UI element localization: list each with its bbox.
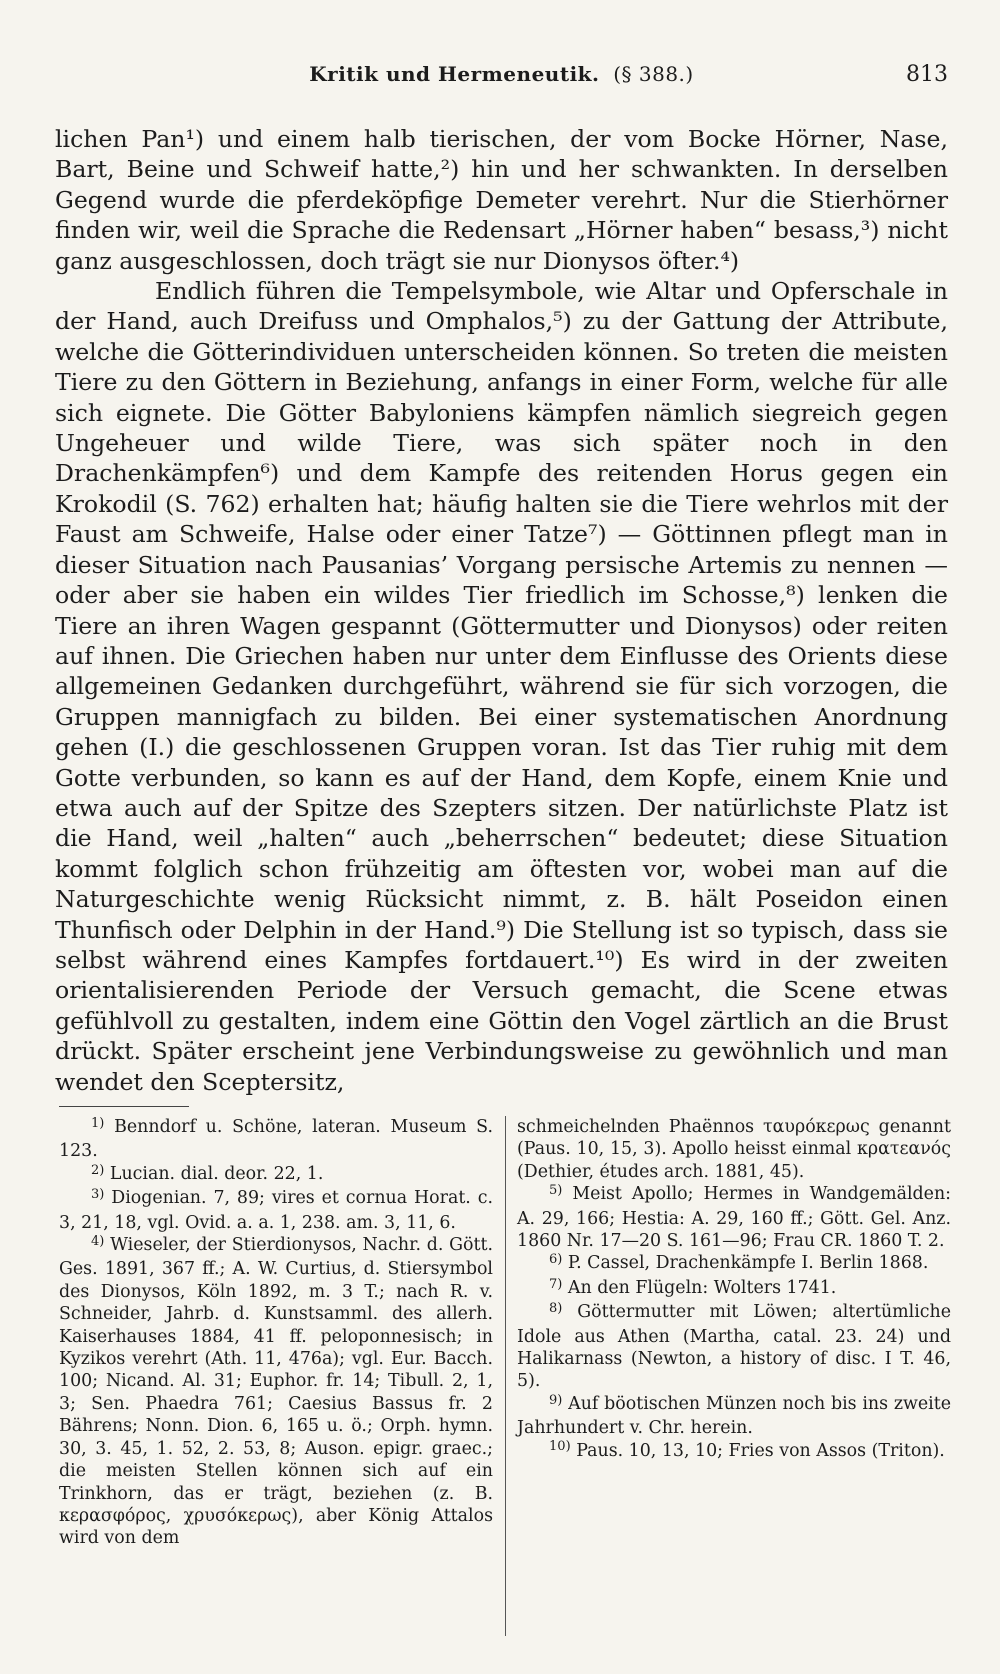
footnote-text: Wieseler, der Stierdionysos, Nachr. d. Gött. Ges. 1891, 367 ff.; A. W. Curtius, d. Stiersymbol des Dionysos, Köln 1892, m. 3 T.; nach R. v. Schneider, Jahrb. d. Kunstsamml. des allerh. Kaiserhauses 1884, 41 ff. peloponnesisch; in Kyzikos verehrt (Ath. 11, 476a); vgl. Eur. Bacch. 100; Nicand. Al. 31; Euphor. fr. 14; Tibull. 2, 1, 3; Sen. Phaedra 761; Caesius Bassus fr. 2 Bährens; Nonn. Dion. 6, 165 u. ö.; Orph. hymn. 30, 3. 45, 1. 52, 2. 53, 8; Auson. epigr. graec.; die meisten Stellen können sich auf ein Trinkhorn, das er trägt, beziehen (z. B. κερασφόρος, χρυσόκερως), aber König Attalos wird von dem [59,1235,493,1549]
footnote [59,1234,493,1550]
footnotes [59,1115,952,1636]
running-title [55,62,948,86]
footnote-column-left [59,1116,493,1550]
footnote [59,1187,493,1234]
page-number: 813 [906,62,948,87]
footnote [517,1183,951,1252]
paragraph: lichen Pan¹) und einem halb tierischen, der vom Bocke Hörner, Nase, Bart, Beine und Schweif hatte,²) hin und her schwankten. In derselben Gegend wurde die pferdeköpfige Demeter verehrt. Nur die Stierhörner finden wir, weil die Sprache die Redensart „Hörner haben“ besass,³) nicht ganz ausgeschlossen, doch trägt sie nur Dionysos öfter.⁴) [55,125,948,275]
footnote-continuation [517,1116,951,1183]
footnote [517,1252,951,1276]
footnote-text: P. Cassel, Drachenkämpfe I. Berlin 1868. [567,1253,929,1274]
footnote-mark: 4) [91,1233,105,1249]
footnote-text: An den Flügeln: Wolters 1741. [567,1277,837,1298]
footnote [59,1116,493,1163]
footnote-mark: 3) [91,1187,105,1202]
footnote-text: Meist Apollo; Hermes in Wandgemälden: A. 29, 166; Hestia: A. 29, 160 ff.; Gött. Gel. Anz. 1860 Nr. 17—20 S. 161—96; Frau CR. 1860 T. 2. [517,1184,952,1252]
column-divider [505,1116,506,1636]
footnote-mark: 10) [549,1439,571,1455]
footnote-text: Auf böotischen Münzen noch bis ins zweite Jahrhundert v. Chr. herein. [517,1393,952,1439]
footnote-mark: 8) [549,1301,563,1317]
footnote-text: Paus. 10, 13, 10; Fries von Assos (Triton). [576,1440,945,1461]
footnote [517,1277,951,1301]
footnote-mark: 9) [549,1392,563,1408]
header-section: (§ 388.) [613,62,694,86]
footnote-mark: 2) [91,1162,105,1178]
footnote-text: Diogenian. 7, 89; vires et cornua Horat. c. 3, 21, 18, vgl. Ovid. a. a. 1, 238. am. 3, 11, 6. [59,1188,494,1233]
footnote-mark: 6) [549,1252,563,1268]
running-header [55,62,948,96]
footnote-text: Lucian. dial. deor. 22, 1. [109,1163,324,1184]
footnote-rule [59,1106,189,1107]
paragraph: Endlich führen die Tempelsymbole, wie Altar und Opferschale in der Hand, auch Dreifuss und Omphalos,⁵) zu der Gattung der Attribute, welche die Götterindividuen unterscheiden können. So treten die meisten Tiere zu den Göttern in Beziehung, anfangs in einer Form, welche für alle sich eignete. Die Götter Babyloniens kämpfen nämlich siegreich gegen Ungeheuer und wilde Tiere, was sich später noch in den Drachenkämpfen⁶) und dem Kampfe des reitenden Horus gegen ein Krokodil (S. 762) erhalten hat; häufig halten sie die Tiere wehrlos mit der Faust am Schweife, Halse oder einer Tatze⁷) — Göttinnen pflegt man in dieser Situation nach Pausanias’ Vorgang persische Artemis zu nennen — oder aber sie haben ein wildes Tier friedlich im Schosse,⁸) lenken die Tiere an ihren Wagen gespannt (Göttermutter und Dionysos) oder reiten auf ihnen. Die Griechen haben nur unter dem Einflusse des Orients diese allgemeinen Gedanken durchgeführt, während sie für sich vorzogen, die Gruppen mannigfach zu bilden. Bei einer systematischen Anordnung gehen (I.) die geschlossenen Gruppen voran. Ist das Tier ruhig mit dem Gotte verbunden, so kann es auf der Hand, dem Kopfe, einem Knie und etwa auch auf der Spitze des Szepters sitzen. Der natürlichste Platz ist die Hand, weil „halten“ auch „beherrschen“ bedeutet; diese Situation kommt folglich schon frühzeitig am öftesten vor, wobei man auf die Naturgeschichte wenig Rücksicht nimmt, z. B. hält Poseidon einen Thunfisch oder Delphin in der Hand.⁹) Die Stellung ist so typisch, dass sie selbst während eines Kampfes fortdauert.¹⁰) Es wird in der zweiten orientalisierenden Periode der Versuch gemacht, die Scene etwas gefühlvoll zu gestalten, indem eine Göttin den Vogel zärtlich an die Brust drückt. Später erscheint jene Verbindungsweise zu gewöhnlich und man wendet den Sceptersitz, [55,277,948,1096]
footnote-text: Göttermutter mit Löwen; altertümliche Idole aus Athen (Martha, catal. 23. 24) und Halikarnass (Newton, a history of disc. I T. 46, 5). [517,1302,951,1392]
footnote-mark: 5) [549,1183,563,1198]
footnote-text: Benndorf u. Schöne, lateran. Museum S. 123. [59,1117,493,1162]
footnote [59,1163,493,1187]
footnote-column-right [517,1116,951,1464]
header-title: Kritik und Hermeneutik. [309,62,600,86]
main-text [55,124,948,1097]
footnote-mark: 1) [91,1115,105,1131]
footnote-mark: 7) [549,1276,563,1292]
footnote [517,1440,951,1464]
footnote [517,1393,951,1440]
footnote [517,1301,951,1393]
footnote-text: schmeichelnden Phaënnos ταυρόκερως genannt (Paus. 10, 15, 3). Apollo heisst einmal κρατεανός (Dethier, études arch. 1881, 45). [517,1117,951,1182]
